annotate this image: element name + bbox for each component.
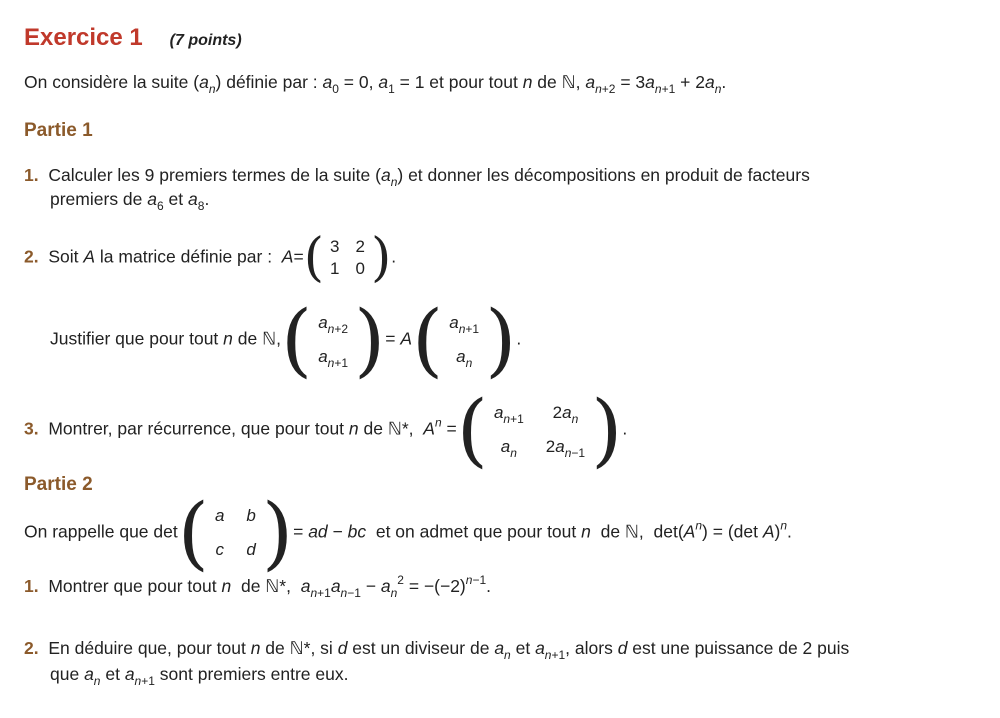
matrix-A: ( 3 2 1 0 ) [303, 228, 392, 288]
p2-reminder: On rappelle que det ( a b c d ) = ad − bc et on admet que pour tout n de ℕ, $\det(A^n) = (\det$ A)$^n$. [24, 486, 792, 579]
part2-heading: Partie 2 [24, 474, 93, 495]
p1-q2-justify: Justifier que pour tout n de ℕ, ( $a_{n+2}$ $a_{n+1}$ ) = A ( $a_{n+1}$ $a_n$ ) . [50, 293, 522, 386]
p2-q1-line: 1. Montrer que pour tout n de ℕ*, $a_{n+1}a_{n-1} - a_n^2 = -(-2)^{n-1}$. [24, 573, 492, 600]
intro-text: On considère la suite $(a_n)$ définie par : $a_0 = 0$, $a_1 = 1$ et pour tout n de ℕ, $a_{n+2} = 3a_{n+1} + 2a_n$. [24, 72, 727, 96]
exercise-title [24, 24, 242, 52]
exercise-label: Exercice 1 [24, 24, 143, 51]
generic-matrix: ( a b c d ) [177, 486, 294, 579]
p1-q3-line: 3. Montrer, par récurrence, que pour tout n de ℕ*, $A^n$ = ( $a_{n+1}$ $2a_n$ $a_n$ $2a_{n-1}$ ) . [24, 383, 628, 476]
p1-q2-line: 2. Soit A la matrice définie par : A= ( 3 2 1 0 ) . [24, 228, 397, 288]
p2-q2-line2: que $a_n$ et $a_{n+1}$ sont premiers entre eux. [50, 664, 349, 688]
part1-heading: Partie 1 [24, 120, 93, 141]
p2-q2-line1: 2. En déduire que, pour tout n de ℕ*, si d est un diviseur de $a_n$ et $a_{n+1}$, alors d est une puissance de 2 puis [24, 638, 850, 662]
p1-q1-line1: 1. Calculer les 9 premiers termes de la suite $(a_n)$ et donner les décompositions en produit de facteurs [24, 165, 810, 189]
matrix-An: ( $a_{n+1}$ $2a_n$ $a_n$ $2a_{n-1}$ ) [456, 383, 623, 476]
vector-left: ( $a_{n+2}$ $a_{n+1}$ ) [280, 293, 386, 386]
points-label: (7 points) [169, 32, 242, 49]
vector-right: ( $a_{n+1}$ $a_n$ ) [412, 293, 517, 386]
p1-q1-line2: premiers de $a_6$ et $a_8$. [50, 189, 210, 213]
